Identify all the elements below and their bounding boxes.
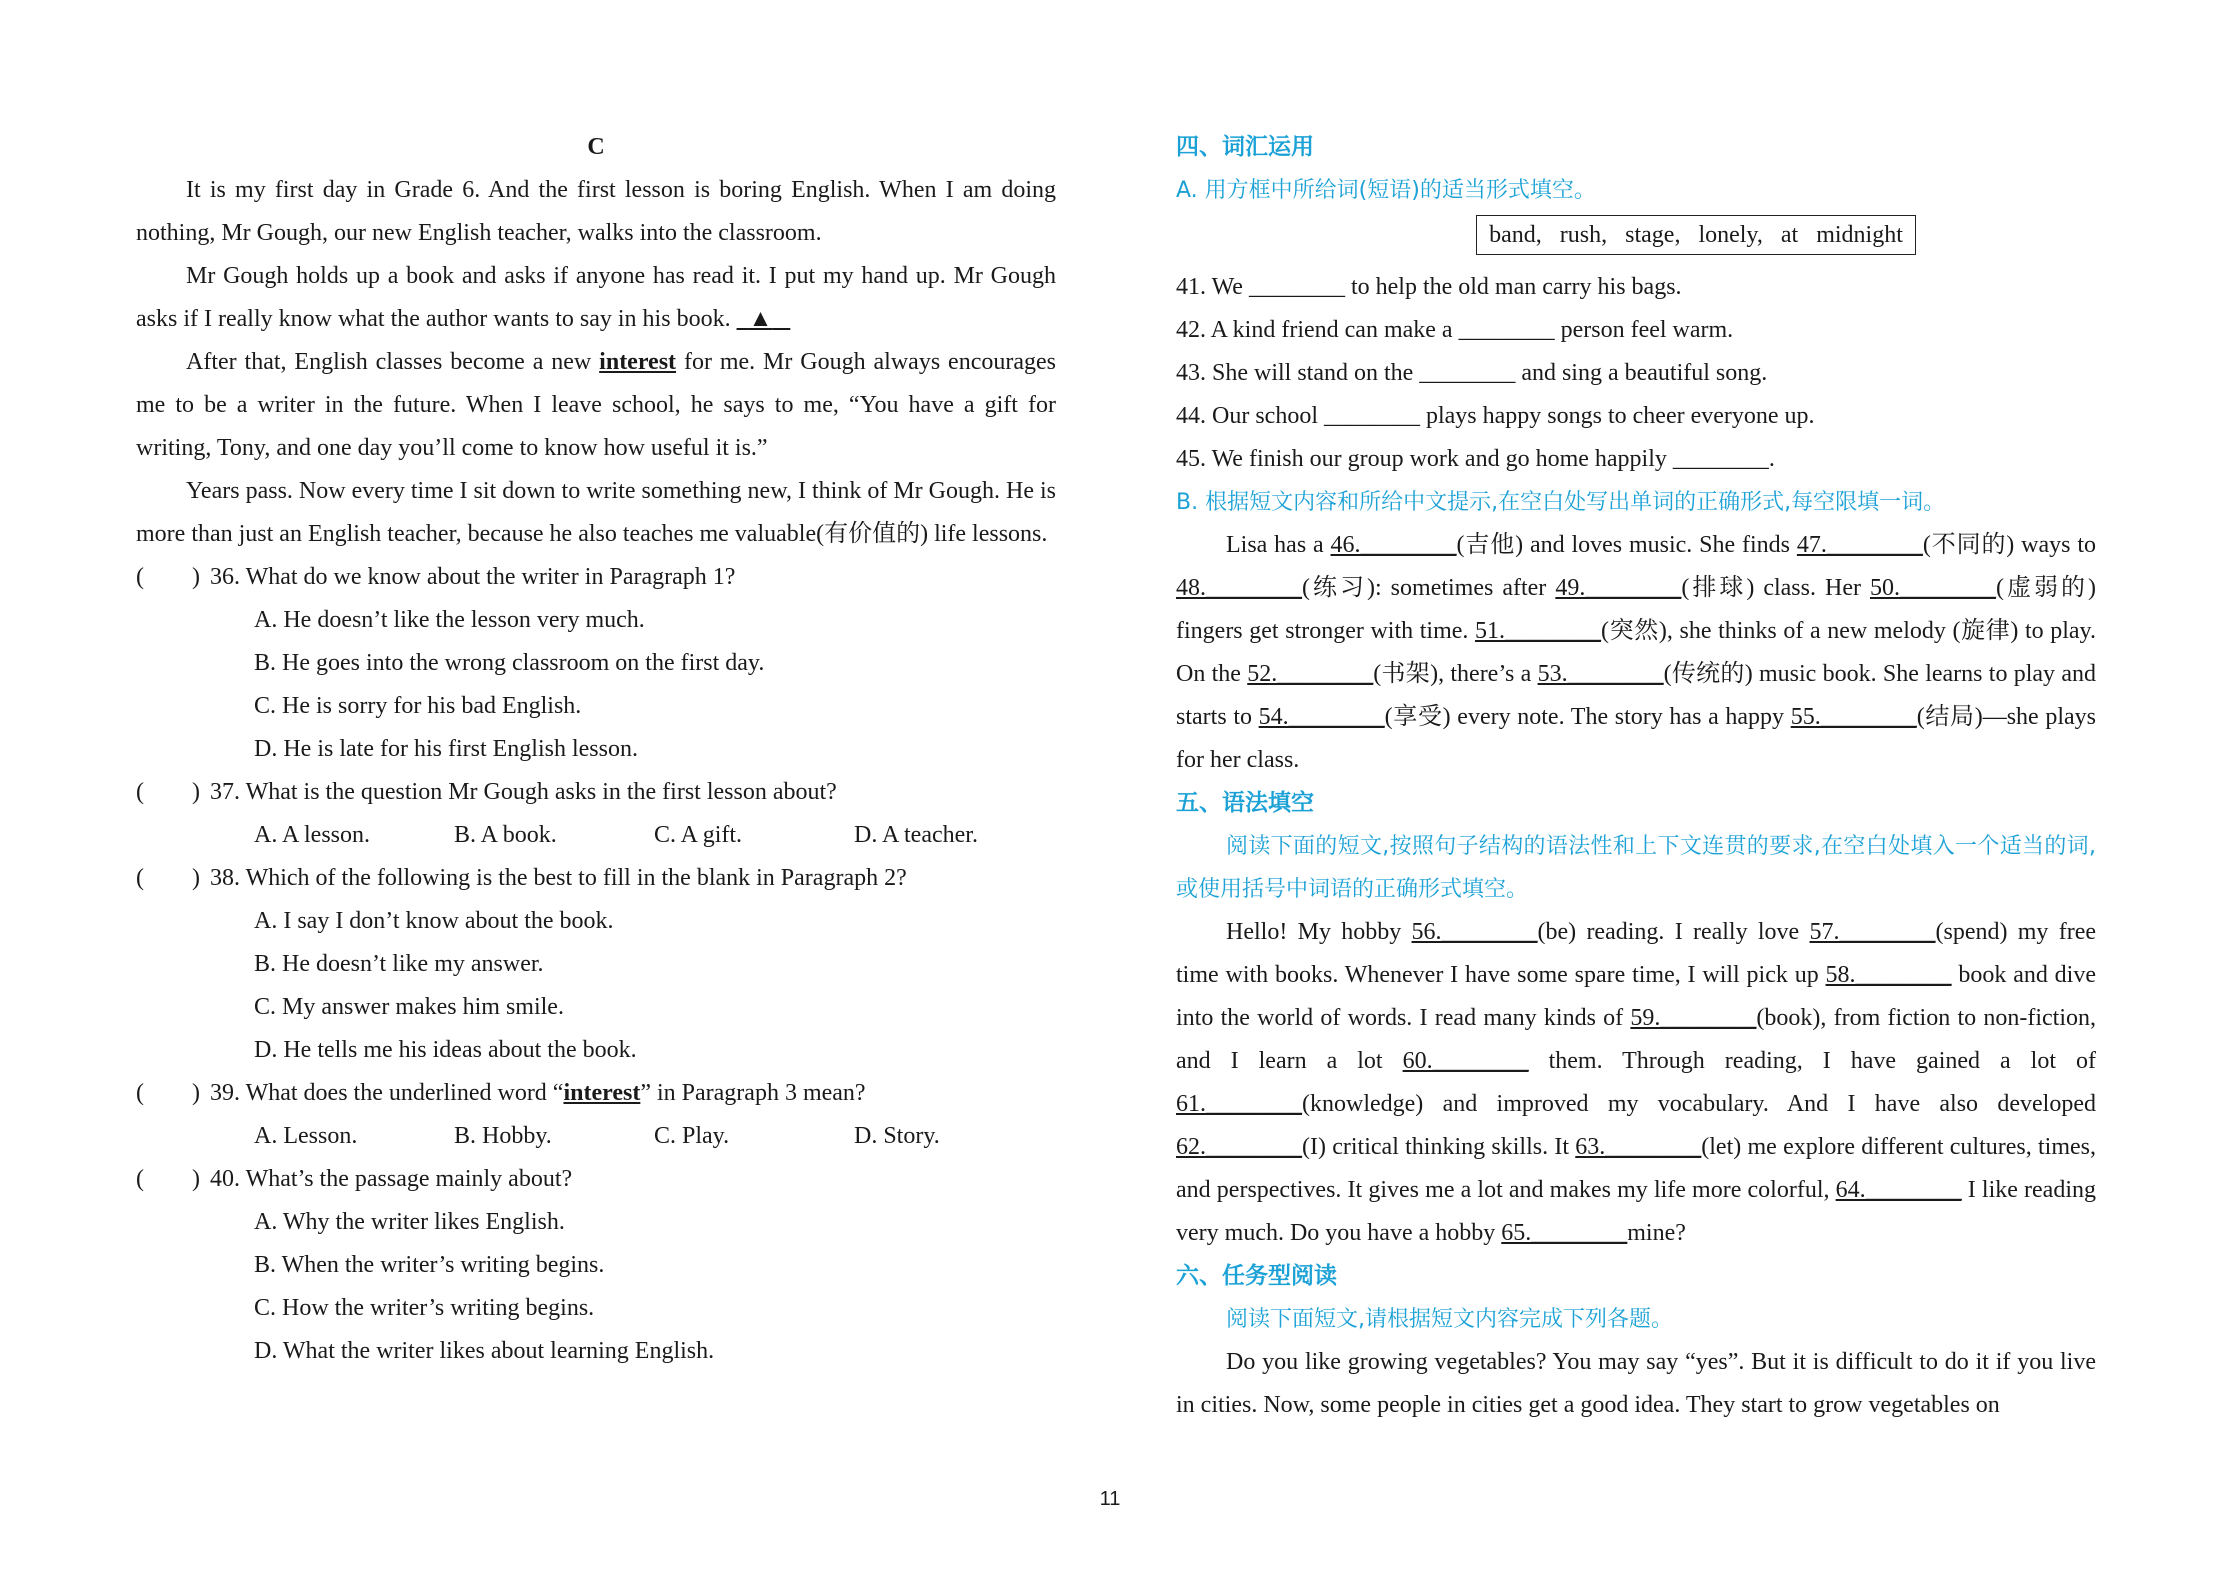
passage-text: (I) critical thinking skills. It [1302,1134,1576,1160]
blank-49[interactable]: 49.________ [1555,575,1682,601]
passage-text: (knowledge) and improved my vocabulary. And I have also developed [1302,1091,2096,1117]
passage-text: them. Through reading, I have gained a lot of [1528,1048,2096,1074]
paragraph-2 [136,255,1056,341]
passage-text: (传统的) music book. She learns to play and starts to [1176,661,2097,730]
blank-57[interactable]: 57.________ [1809,919,1936,945]
option-d: D. He tells me his ideas about the book. [254,1037,637,1063]
blank-63[interactable]: 63.________ [1575,1134,1702,1160]
passage-text: (虚弱的) fingers get stronger with time. [1176,575,2096,644]
section-5-instructions: 阅读下面的短文,按照句子结构的语法性和上下文连贯的要求,在空白处填入一个适当的词,或使用括号中词语的正确形式填空。 [1176,834,2096,902]
triangle-blank: ▲ [748,306,773,332]
blank-52[interactable]: 52.________ [1247,661,1374,687]
blank-54[interactable]: 54.________ [1258,704,1385,730]
passage-5 [1176,911,2096,1255]
blank-55[interactable]: 55.________ [1790,704,1917,730]
passage-text: (let) me explore different cultures, times, and perspectives. It gives me a lot and makes my life more colorful, [1176,1134,2096,1203]
option-d: D. What the writer likes about learning English. [254,1338,715,1364]
passage-text: (书架), there’s a [1373,661,1538,687]
blank-53[interactable]: 53.________ [1537,661,1664,687]
page-number: 11 [1099,1488,1121,1510]
passage-text: Hello! My hobby [1226,919,1412,945]
blank-64[interactable]: 64.________ [1835,1177,1962,1203]
underlined-word: interest [599,349,677,375]
blank-48[interactable]: 48.________ [1176,575,1302,601]
blank-62[interactable]: 62.________ [1176,1134,1302,1160]
question-40: ( ) 40. What’s the passage mainly about? A. Why the writer likes English. B. When the writer’s writing begins. C. How the writer’s writing begins. D. What the writer likes about learning English. [136,1158,1056,1373]
paragraph-3: After that, English classes become a new interest for me. Mr Gough always encourages me to be a writer in the future. When I leave school, he says to me, “You have a gift for writing, Tony, and one day you’ll come to know how useful it is.” [136,349,1057,461]
answer-bracket[interactable]: ( ) [136,779,200,805]
blank-58[interactable]: 58.________ [1825,962,1952,988]
blank-65[interactable]: 65.________ [1501,1220,1628,1246]
passage-text: (book), from fiction to non-fiction, and I learn a lot [1176,1005,2096,1074]
section-heading: C [587,134,605,160]
answer-bracket[interactable]: ( ) [136,865,200,891]
option-d: D. He is late for his first English lesson. [254,736,638,762]
question-37: ( ) 37. What is the question Mr Gough asks in the first lesson about? A. A lesson. B. A book. C. A gift. D. A teacher. [136,771,1056,857]
right-column [1176,126,2096,1427]
blank-60[interactable]: 60.________ [1402,1048,1529,1074]
option-c: C. My answer makes him smile. [254,994,564,1020]
passage-text: (享受) every note. The story has a happy [1384,704,1791,730]
paragraph-1: It is my first day in Grade 6. And the first lesson is boring English. When I am doing nothing, Mr Gough, our new English teacher, walks into the classroom. [136,177,1056,246]
item-44: 44. Our school ________ plays happy songs to cheer everyone up. [1176,403,1815,429]
passage-text: (突然), she thinks of a new melody (旋律) to play. On the [1176,618,2096,687]
option-a: A. A lesson. [254,822,371,848]
passage-text: (spend) my free time with books. Whenever I have some spare time, I will pick up [1176,919,2097,988]
item-41: 41. We ________ to help the old man carry his bags. [1176,274,1682,300]
left-column [136,126,1056,1373]
section-6-instructions: 阅读下面短文,请根据短文内容完成下列各题。 [1226,1307,1673,1332]
option-a: A. Lesson. [254,1123,358,1149]
option-b: B. A book. [454,822,557,848]
passage-text: (不同的) ways to [1922,532,2097,558]
option-b: B. He goes into the wrong classroom on the first day. [254,650,765,676]
passage-text: (be) reading. I really love [1537,919,1810,945]
passage-text: I like reading very much. Do you have a hobby [1176,1177,2096,1246]
passage-text: (排球) class. Her [1681,575,1870,601]
passage-text: (练习): sometimes after [1302,575,1556,601]
question-39: ( ) 39. What does the underlined word “interest” in Paragraph 3 mean? A. Lesson. B. Hobby. C. Play. D. Story. [136,1072,1056,1158]
paragraph-4: Years pass. Now every time I sit down to write something new, I think of Mr Gough. He is more than just an English teacher, because he also teaches me valuable(有价值的) life lessons. [136,478,1056,547]
passage-text: book and dive into the world of words. I read many kinds of [1176,962,2096,1031]
blank-56[interactable]: 56.________ [1411,919,1538,945]
section-4-title: 四、词汇运用 [1176,134,1314,160]
word-box: band, rush, stage, lonely, at midnight [1476,215,1916,255]
blank-61[interactable]: 61.________ [1176,1091,1302,1117]
blank-50[interactable]: 50.________ [1869,575,1996,601]
option-c: C. Play. [654,1123,730,1149]
blank-47[interactable]: 47.________ [1796,532,1923,558]
blank-51[interactable]: 51.________ [1475,618,1602,644]
item-45: 45. We finish our group work and go home happily ________. [1176,446,1775,472]
option-b: B. Hobby. [454,1123,552,1149]
option-c: C. How the writer’s writing begins. [254,1295,595,1321]
passage-b [1176,524,2096,782]
section-4a-title: A. 用方框中所给词(短语)的适当形式填空。 [1176,178,1596,203]
question-38: ( ) 38. Which of the following is the best to fill in the blank in Paragraph 2? A. I say I don’t know about the book. B. He doesn’t like my answer. C. My answer makes him smile. D. He tells me his ideas about the book. [136,857,1056,1072]
section-4b-title: B. 根据短文内容和所给中文提示,在空白处写出单词的正确形式,每空限填一词。 [1176,490,1946,515]
answer-bracket[interactable]: ( ) [136,564,200,590]
passage-text: (结局)—she plays for her class. [1176,704,2097,773]
paragraph-2-text: Mr Gough holds up a book and asks if anyone has read it. I put my hand up. Mr Gough asks if I really know what the author wants to say in his book. [136,263,1056,332]
answer-bracket[interactable]: ( ) [136,1166,200,1192]
option-b: B. He doesn’t like my answer. [254,951,544,977]
passage-text: Lisa has a [1226,532,1331,558]
blank-59[interactable]: 59.________ [1630,1005,1757,1031]
question-36: ( ) 36. What do we know about the writer in Paragraph 1? A. He doesn’t like the lesson very much. B. He goes into the wrong classroom on the first day. C. He is sorry for his bad English. D. He is late for his first English lesson. [136,556,1056,771]
underlined-word: interest [563,1080,641,1106]
section-6-title: 六、任务型阅读 [1176,1263,1337,1289]
option-a: A. Why the writer likes English. [254,1209,565,1235]
answer-bracket[interactable]: ( ) [136,1080,200,1106]
option-b: B. When the writer’s writing begins. [254,1252,605,1278]
blank-46[interactable]: 46.________ [1330,532,1457,558]
option-c: C. A gift. [654,822,743,848]
item-42: 42. A kind friend can make a ________ person feel warm. [1176,317,1734,343]
option-a: A. I say I don’t know about the book. [254,908,614,934]
option-a: A. He doesn’t like the lesson very much. [254,607,645,633]
passage-text: (吉他) and loves music. She finds [1456,532,1797,558]
option-c: C. He is sorry for his bad English. [254,693,582,719]
option-d: D. A teacher. [854,822,978,848]
section-5-title: 五、语法填空 [1176,790,1314,816]
passage-6: Do you like growing vegetables? You may say “yes”. But it is difficult to do it if you live in cities. Now, some people in cities get a good idea. They start to grow vegetables on [1176,1349,2096,1418]
option-d: D. Story. [854,1123,940,1149]
passage-text: mine? [1627,1220,1686,1246]
item-43: 43. She will stand on the ________ and sing a beautiful song. [1176,360,1768,386]
